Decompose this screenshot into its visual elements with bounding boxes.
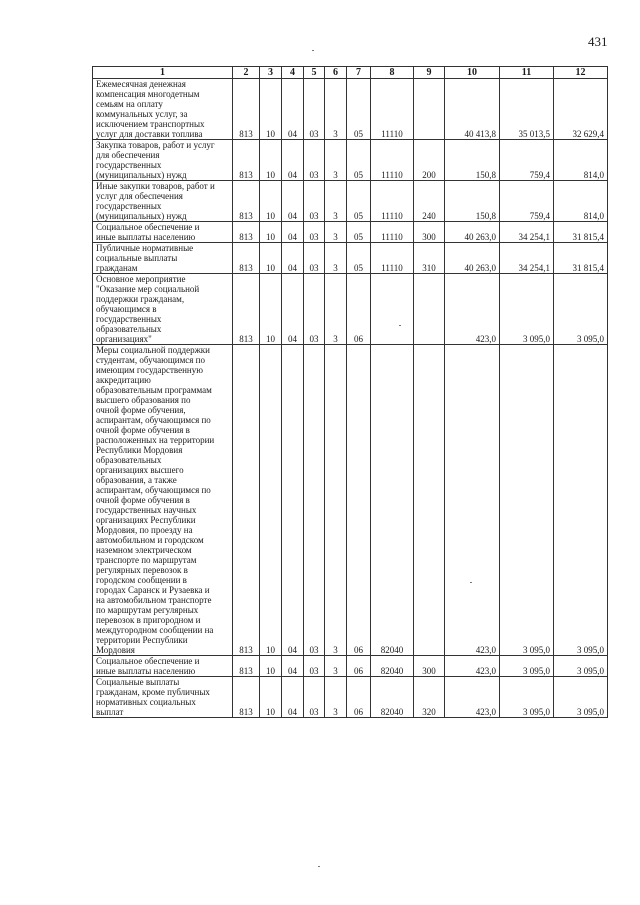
cell-c6: 3	[325, 222, 347, 243]
cell-c7: 06	[347, 677, 371, 718]
cell-c12: 31 815,4	[554, 222, 608, 243]
cell-c4: 04	[282, 345, 304, 656]
cell-c10: 40 413,8	[445, 79, 500, 140]
column-header: 4	[282, 67, 304, 79]
row-name: Иные закупки товаров, работ и услуг для обеспечения государственных (муниципальных) нужд	[93, 181, 233, 222]
cell-c5: 03	[304, 677, 325, 718]
column-header: 10	[445, 67, 500, 79]
row-name: Меры социальной поддержки студентам, обучающимся по имеющим государственную аккредитацию образовательным программам высшего образования по очной форме обучения, аспирантам, обучающимся по очной форме обучения в расположенных на территории Республики Мордовия образовательных организациях высшего образования, а также аспирантам, обучающимся по очной форме обучения в государственных научных организациях Республики Мордовия, по проезду на автомобильном и городском наземном электрическом транспорте по маршрутам регулярных перевозок в городском сообщении в городах Саранск и Рузаевка и на автомобильном транспорте по маршрутам регулярных перевозок в пригородном и междугородном сообщении на территории Республики Мордовия	[93, 345, 233, 656]
cell-c11: 34 254,1	[500, 243, 554, 274]
cell-c2: 813	[233, 656, 260, 677]
cell-c12: 31 815,4	[554, 243, 608, 274]
cell-c8: 11110	[371, 181, 414, 222]
cell-c8: 11110	[371, 140, 414, 181]
cell-c10: 150,8	[445, 140, 500, 181]
cell-c5: 03	[304, 181, 325, 222]
table-row	[93, 677, 608, 718]
cell-c7: 05	[347, 181, 371, 222]
cell-c6: 3	[325, 181, 347, 222]
column-header: 2	[233, 67, 260, 79]
cell-c7: 05	[347, 140, 371, 181]
cell-c7: 06	[347, 656, 371, 677]
cell-c9: 310	[414, 243, 445, 274]
cell-c9	[414, 345, 445, 656]
cell-c3: 10	[260, 79, 282, 140]
cell-c12: 3 095,0	[554, 274, 608, 345]
cell-c4: 04	[282, 181, 304, 222]
cell-c5: 03	[304, 656, 325, 677]
cell-c8: 11110	[371, 222, 414, 243]
cell-c9	[414, 274, 445, 345]
cell-c7: 05	[347, 243, 371, 274]
cell-c8: 11110	[371, 243, 414, 274]
table-row	[93, 345, 608, 656]
scan-speck	[318, 866, 320, 867]
cell-c8	[371, 274, 414, 345]
cell-c5: 03	[304, 243, 325, 274]
cell-c11: 3 095,0	[500, 274, 554, 345]
column-header: 11	[500, 67, 554, 79]
cell-c3: 10	[260, 140, 282, 181]
cell-c9: 300	[414, 222, 445, 243]
cell-c5: 03	[304, 222, 325, 243]
cell-c12: 3 095,0	[554, 677, 608, 718]
scan-speck	[312, 50, 314, 51]
cell-c9	[414, 79, 445, 140]
page-number: 431	[588, 34, 608, 49]
table-header-row	[93, 67, 608, 79]
cell-c2: 813	[233, 677, 260, 718]
cell-c2: 813	[233, 181, 260, 222]
cell-c2: 813	[233, 274, 260, 345]
cell-c4: 04	[282, 656, 304, 677]
cell-c12: 32 629,4	[554, 79, 608, 140]
cell-c4: 04	[282, 79, 304, 140]
cell-c12: 814,0	[554, 140, 608, 181]
cell-c2: 813	[233, 243, 260, 274]
table-row	[93, 181, 608, 222]
budget-table	[92, 66, 608, 718]
cell-c8: 82040	[371, 677, 414, 718]
cell-c6: 3	[325, 243, 347, 274]
cell-c8: 11110	[371, 79, 414, 140]
row-name: Социальное обеспечение и иные выплаты населению	[93, 222, 233, 243]
cell-c3: 10	[260, 677, 282, 718]
cell-c11: 3 095,0	[500, 677, 554, 718]
column-header: 5	[304, 67, 325, 79]
table-row	[93, 79, 608, 140]
cell-c11: 759,4	[500, 181, 554, 222]
row-name: Основное мероприятие "Оказание мер социальной поддержки гражданам, обучающимся в государственных образовательных организациях"	[93, 274, 233, 345]
column-header: 8	[371, 67, 414, 79]
cell-c10: 423,0	[445, 677, 500, 718]
cell-c2: 813	[233, 140, 260, 181]
column-header: 9	[414, 67, 445, 79]
row-name: Публичные нормативные социальные выплаты гражданам	[93, 243, 233, 274]
cell-c7: 06	[347, 274, 371, 345]
row-name: Ежемесячная денежная компенсация многодетным семьям на оплату коммунальных услуг, за исключением транспортных услуг для доставки топлива	[93, 79, 233, 140]
cell-c7: 05	[347, 222, 371, 243]
cell-c3: 10	[260, 656, 282, 677]
row-name: Закупка товаров, работ и услуг для обеспечения государственных (муниципальных) нужд	[93, 140, 233, 181]
cell-c11: 759,4	[500, 140, 554, 181]
cell-c5: 03	[304, 345, 325, 656]
cell-c6: 3	[325, 274, 347, 345]
cell-c11: 34 254,1	[500, 222, 554, 243]
cell-c10: 423,0	[445, 274, 500, 345]
cell-c10: 423,0	[445, 656, 500, 677]
cell-c5: 03	[304, 274, 325, 345]
table-row	[93, 140, 608, 181]
cell-c3: 10	[260, 222, 282, 243]
cell-c2: 813	[233, 222, 260, 243]
cell-c9: 200	[414, 140, 445, 181]
cell-c11: 3 095,0	[500, 656, 554, 677]
table-row	[93, 222, 608, 243]
column-header: 3	[260, 67, 282, 79]
cell-c2: 813	[233, 79, 260, 140]
cell-c3: 10	[260, 243, 282, 274]
cell-c10: 150,8	[445, 181, 500, 222]
cell-c4: 04	[282, 243, 304, 274]
cell-c12: 3 095,0	[554, 345, 608, 656]
cell-c12: 814,0	[554, 181, 608, 222]
cell-c10: 40 263,0	[445, 222, 500, 243]
table-row	[93, 274, 608, 345]
column-header: 1	[93, 67, 233, 79]
cell-c3: 10	[260, 274, 282, 345]
cell-c2: 813	[233, 345, 260, 656]
column-header: 6	[325, 67, 347, 79]
cell-c10: 40 263,0	[445, 243, 500, 274]
cell-c3: 10	[260, 181, 282, 222]
cell-c6: 3	[325, 677, 347, 718]
cell-c4: 04	[282, 274, 304, 345]
cell-c11: 35 013,5	[500, 79, 554, 140]
cell-c6: 3	[325, 345, 347, 656]
row-name: Социальное обеспечение и иные выплаты населению	[93, 656, 233, 677]
cell-c5: 03	[304, 79, 325, 140]
cell-c5: 03	[304, 140, 325, 181]
cell-c3: 10	[260, 345, 282, 656]
table-row	[93, 656, 608, 677]
cell-c9: 240	[414, 181, 445, 222]
row-name: Социальные выплаты гражданам, кроме публичных нормативных социальных выплат	[93, 677, 233, 718]
column-header: 12	[554, 67, 608, 79]
scan-speck	[399, 325, 401, 326]
scan-speck	[470, 582, 472, 583]
table-row	[93, 243, 608, 274]
cell-c7: 06	[347, 345, 371, 656]
cell-c8: 82040	[371, 345, 414, 656]
cell-c4: 04	[282, 677, 304, 718]
cell-c11: 3 095,0	[500, 345, 554, 656]
cell-c7: 05	[347, 79, 371, 140]
cell-c4: 04	[282, 140, 304, 181]
cell-c12: 3 095,0	[554, 656, 608, 677]
cell-c9: 320	[414, 677, 445, 718]
cell-c4: 04	[282, 222, 304, 243]
cell-c8: 82040	[371, 656, 414, 677]
cell-c6: 3	[325, 656, 347, 677]
cell-c10: 423,0	[445, 345, 500, 656]
cell-c9: 300	[414, 656, 445, 677]
cell-c6: 3	[325, 140, 347, 181]
column-header: 7	[347, 67, 371, 79]
cell-c6: 3	[325, 79, 347, 140]
